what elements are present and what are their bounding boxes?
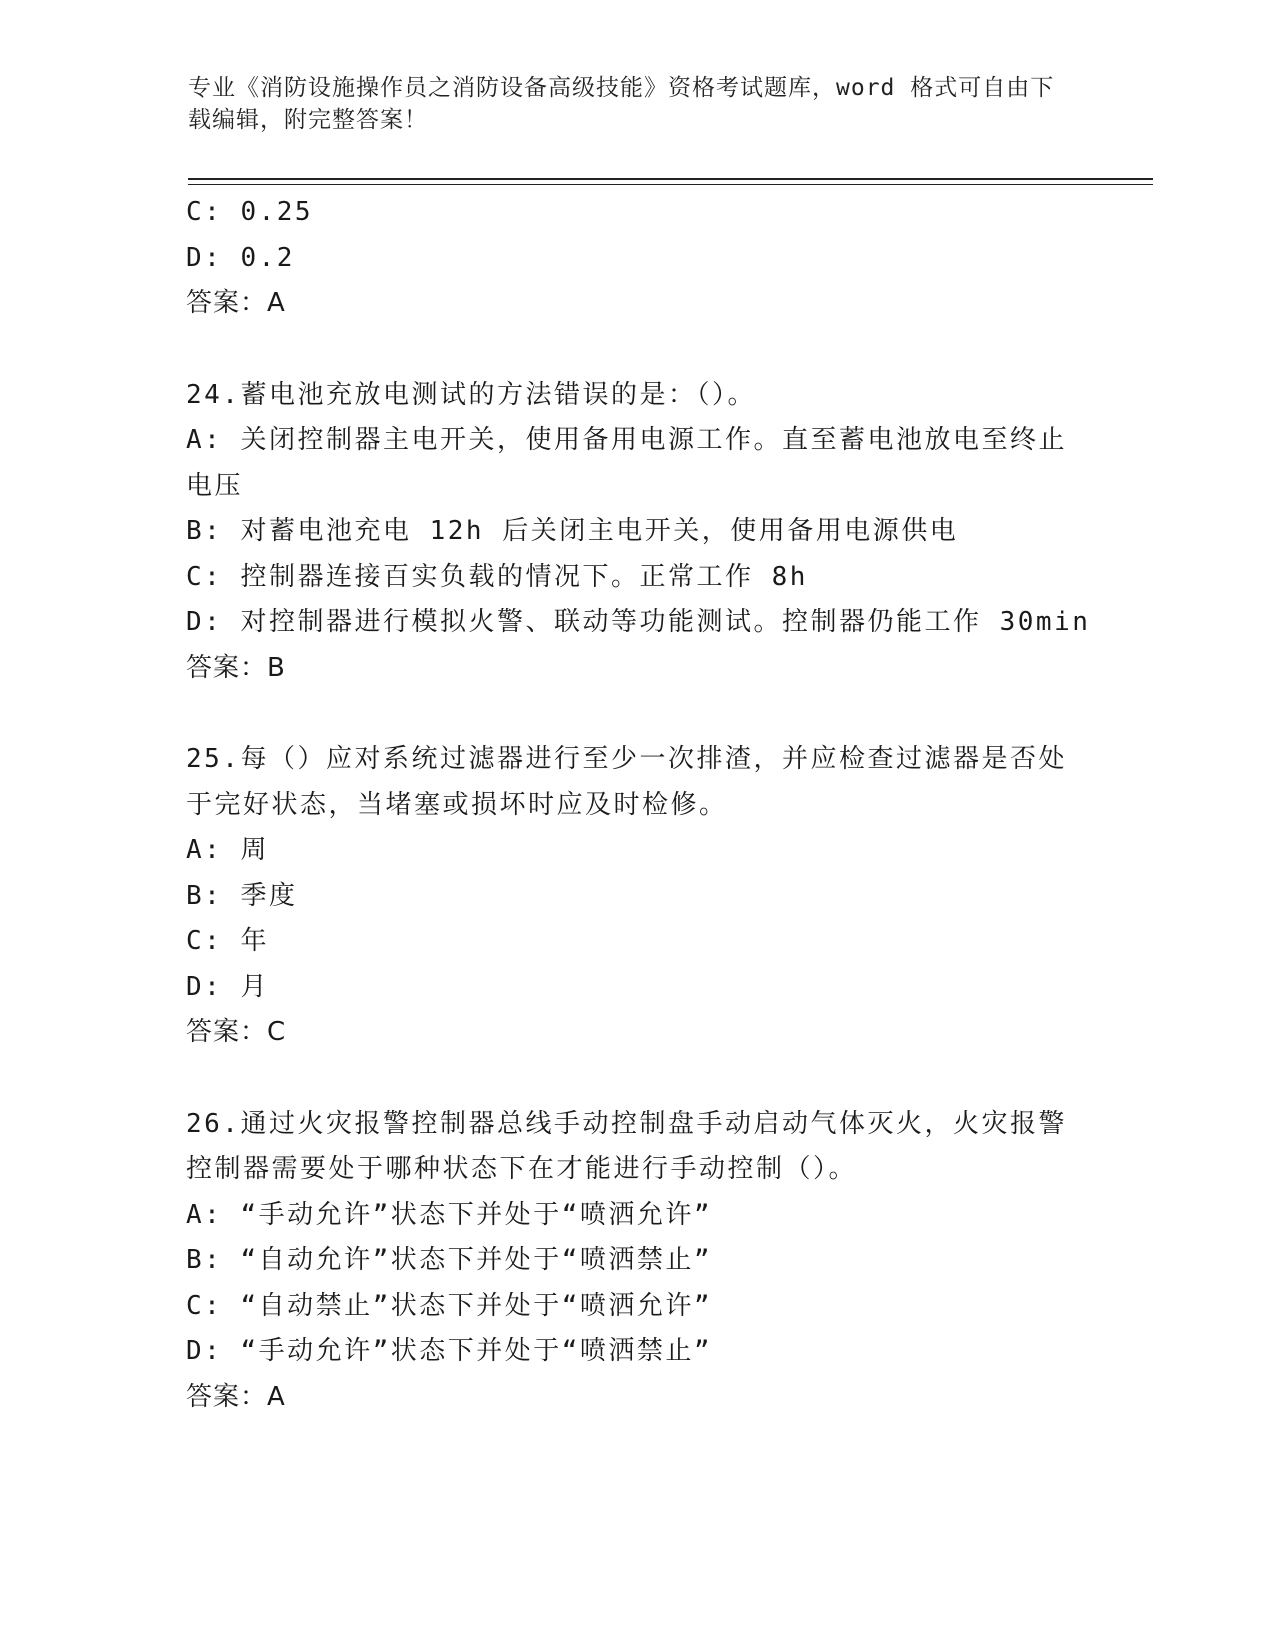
question-23-tail [186,190,1086,327]
option-d: D: “手动允许”状态下并处于“喷洒禁止” [186,1336,713,1366]
question-26 [186,1102,1086,1421]
option-b: B: 对蓄电池充电 12h 后关闭主电开关，使用备用电源供电 [186,516,959,546]
answer-line: 答案：A [186,1381,286,1412]
option-d: D: 月 [186,971,269,1002]
option-a-continued: 电压 [186,470,244,501]
question-stem-continued: 于完好状态，当堵塞或损坏时应及时检修。 [186,789,728,820]
option-c: C: “自动禁止”状态下并处于“喷洒允许” [186,1290,713,1321]
question-stem: 24.蓄电池充放电测试的方法错误的是：（）。 [186,379,756,410]
question-stem: 25.每（）应对系统过滤器进行至少一次排渣，并应检查过滤器是否处 [186,744,1067,774]
header-rule-thin [188,184,1153,185]
option-c: C: 年 [186,926,269,956]
option-d: D: 对控制器进行模拟火警、联动等功能测试。控制器仍能工作 30min [186,607,1091,637]
page-header [188,72,1068,136]
answer-line: 答案：C [186,1017,287,1047]
question-spacer [186,691,1086,737]
option-a: A: 周 [186,835,269,865]
option-c: C: 控制器连接百实负载的情况下。正常工作 8h [186,561,808,592]
question-spacer [186,327,1086,373]
option-d: D: 0.2 [186,242,295,273]
option-b: B: 季度 [186,880,298,911]
question-24 [186,373,1091,692]
question-stem: 26.通过火灾报警控制器总线手动控制盘手动启动气体灭火，火灾报警 [186,1108,1067,1139]
header-line-2: 载编辑，附完整答案！ [188,107,428,133]
question-list [186,190,1091,1420]
option-a: A: 关闭控制器主电开关，使用备用电源工作。直至蓄电池放电至终止 [186,425,1067,455]
option-b: B: “自动允许”状态下并处于“喷洒禁止” [186,1245,713,1275]
option-a: A: “手动允许”状态下并处于“喷洒允许” [186,1199,713,1230]
option-c: C: 0.25 [186,197,314,227]
answer-line: 答案：B [186,652,286,683]
question-stem-continued: 控制器需要处于哪种状态下在才能进行手动控制（）。 [186,1154,858,1184]
header-line-1: 专业《消防设施操作员之消防设备高级技能》资格考试题库，word 格式可自由下 [188,75,1055,101]
header-rule-thick [188,178,1153,180]
answer-line: 答案：A [186,288,286,318]
question-spacer [186,1056,1086,1102]
question-25 [186,737,1086,1056]
